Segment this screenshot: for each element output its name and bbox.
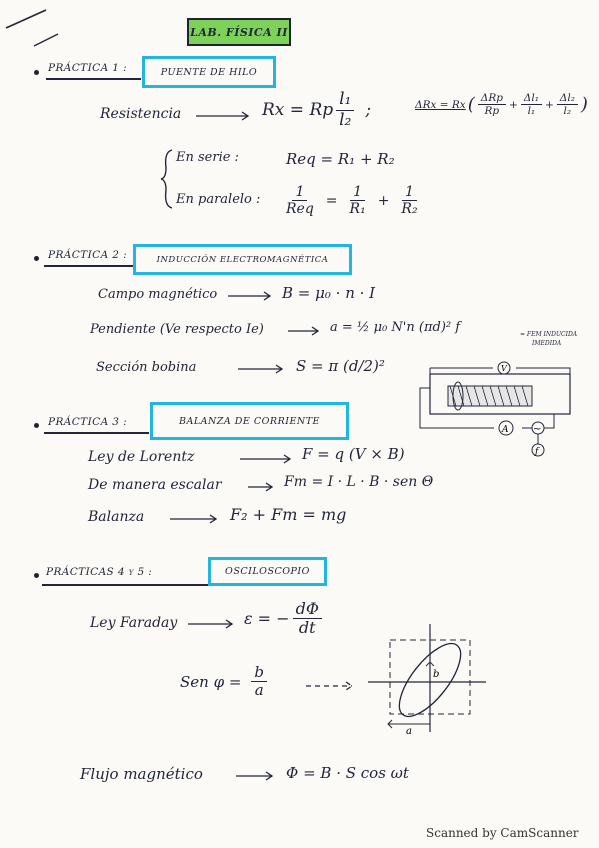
slope-label: Pendiente (Ve respecto Ie) bbox=[90, 322, 264, 337]
section-1-topic: PUENTE DE HILO bbox=[142, 56, 276, 88]
resistance-equation: Rx = Rp $\frac{\text{l₁}}{\text{l₂}}$ ; bbox=[262, 89, 372, 130]
error-equation: ΔRx = Rx ( $\frac{\text{ΔRp}}{Rp}$ + $\frac{\text{Δl₁}}{\text{l₁}}$ + $\frac{\text{Δl₂}}{\text{l₂}}$ ) bbox=[415, 92, 588, 118]
parallel-term-3: $\frac{1}{\text{R₂}}$ bbox=[401, 184, 418, 218]
section-3-topic: BALANZA DE CORRIENTE bbox=[150, 402, 349, 440]
resistance-fraction bbox=[336, 90, 354, 130]
coil-circuit-diagram bbox=[418, 358, 578, 473]
parallel-term-2: $\frac{1}{\text{R₁}}$ bbox=[349, 184, 366, 218]
arrow-4 bbox=[236, 363, 288, 375]
error-term-3: $\frac{\text{Δl₂}}{\text{l₂}}$ bbox=[557, 92, 578, 117]
source-label: ~ bbox=[533, 424, 542, 435]
page-title: LAB. FÍSICA II bbox=[187, 18, 291, 46]
resistance-eq-lhs: Rx = Rp bbox=[262, 100, 334, 121]
error-eq-lhs: ΔRx = Rx bbox=[415, 98, 466, 111]
parallel-term-1: $\frac{1}{\text{Req}}$ bbox=[286, 184, 314, 218]
slope-equation: a = ½ μ₀ N'n (πd)² f bbox=[330, 320, 461, 335]
sin-fraction: $\frac{b}{a}$ bbox=[251, 664, 267, 700]
side-note-1: = FEM INDUCIDA bbox=[520, 331, 578, 338]
voltmeter-label: V bbox=[501, 364, 507, 373]
section-4-underline bbox=[42, 584, 212, 586]
faraday-lhs: ε = − bbox=[244, 609, 290, 629]
faraday-equation bbox=[244, 600, 325, 638]
arrow-9 bbox=[234, 770, 278, 782]
section-1-underline bbox=[46, 78, 141, 80]
arrow-7 bbox=[168, 513, 222, 525]
parallel-label: En paralelo : bbox=[176, 192, 261, 207]
section-2-topic: INDUCCIÓN ELECTROMAGNÉTICA bbox=[133, 244, 352, 275]
dashed-arrow bbox=[304, 680, 358, 692]
ellipse-label-b: b bbox=[433, 669, 440, 680]
flux-equation: Φ = B · S cos ωt bbox=[286, 764, 409, 782]
section-4-topic: OSCILOSCOPIO bbox=[208, 557, 327, 586]
section-2-label: PRÁCTICA 2 : bbox=[48, 249, 128, 261]
lorentz-label: Ley de Lorentz bbox=[88, 449, 195, 465]
scalar-label: De manera escalar bbox=[88, 477, 222, 493]
bullet-2 bbox=[34, 256, 39, 261]
arrow-8 bbox=[186, 618, 238, 630]
resistance-label: Resistencia bbox=[100, 106, 182, 122]
lissajous-ellipse-diagram bbox=[368, 622, 488, 737]
section-area-label: Sección bobina bbox=[96, 360, 197, 375]
section-area-equation: S = π (d/2)² bbox=[296, 357, 385, 375]
sin-equation bbox=[180, 664, 270, 700]
bullet-3 bbox=[34, 423, 39, 428]
section-2-underline bbox=[44, 265, 134, 267]
ellipse-label-a: a bbox=[406, 726, 412, 737]
error-term-1: $\frac{\text{ΔRp}}{Rp}$ bbox=[478, 92, 506, 117]
series-equation: Req = R₁ + R₂ bbox=[286, 150, 395, 168]
arrow-3 bbox=[286, 325, 324, 337]
arrow-6 bbox=[246, 481, 278, 493]
section-1-label: PRÁCTICA 1 : bbox=[48, 62, 128, 74]
flux-label: Flujo magnético bbox=[80, 765, 203, 783]
freq-label: f bbox=[535, 447, 539, 457]
side-note-2: IMEDIDA bbox=[532, 340, 562, 347]
parallel-equation: $\frac{1}{\text{Req}}$ = $\frac{1}{\text{R₁}}$ + $\frac{1}{\text{R₂}}$ bbox=[280, 184, 424, 217]
fraction-denominator: l₂ bbox=[339, 109, 352, 130]
bullet-4 bbox=[34, 573, 39, 578]
field-label: Campo magnético bbox=[98, 287, 218, 302]
scanner-watermark: Scanned by CamScanner bbox=[426, 826, 579, 840]
section-4-label: PRÁCTICAS 4 y 5 : bbox=[46, 566, 153, 578]
arrow-1 bbox=[194, 110, 254, 122]
error-term-2: $\frac{\text{Δl₁}}{\text{l₁}}$ bbox=[521, 92, 542, 117]
faraday-label: Ley Faraday bbox=[90, 615, 178, 631]
sin-lhs: Sen φ = bbox=[180, 672, 242, 691]
series-label: En serie : bbox=[176, 150, 239, 165]
balance-equation: F₂ + Fm = mg bbox=[230, 505, 347, 524]
brace bbox=[160, 148, 174, 210]
arrow-2 bbox=[226, 290, 276, 302]
pen-strokes-decoration bbox=[0, 0, 70, 60]
faraday-fraction: $\frac{d\Phi}{dt}$ bbox=[293, 600, 322, 638]
lorentz-equation: F = q (V × B) bbox=[302, 445, 405, 463]
field-equation: B = μ₀ · n · I bbox=[282, 284, 376, 302]
ammeter-label: A bbox=[502, 425, 509, 435]
section-3-label: PRÁCTICA 3 : bbox=[48, 416, 128, 428]
scalar-equation: Fm = I · L · B · sen Θ bbox=[284, 474, 434, 490]
fraction-numerator: l₁ bbox=[336, 90, 354, 111]
arrow-5 bbox=[238, 453, 296, 465]
bullet-1 bbox=[34, 70, 39, 75]
balance-label: Balanza bbox=[88, 509, 145, 525]
section-3-underline bbox=[44, 432, 149, 434]
